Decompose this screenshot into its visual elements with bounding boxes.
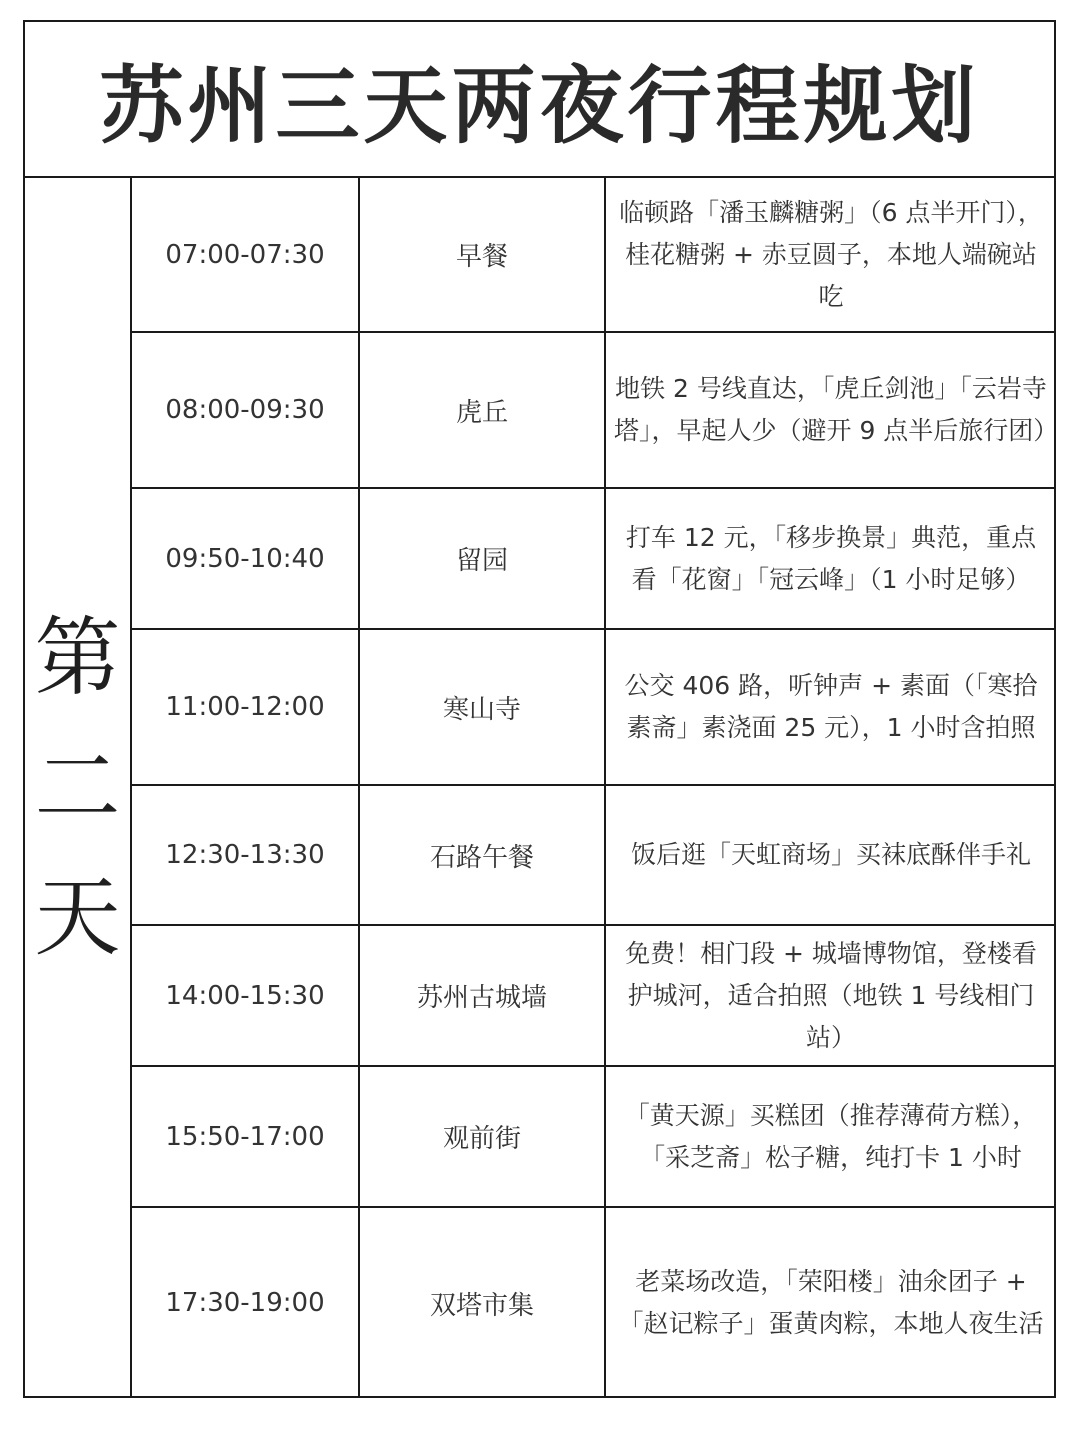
table-row	[132, 630, 1056, 786]
table-row	[132, 1208, 1056, 1398]
time-cell: 08:00-09:30	[132, 333, 360, 487]
page-title: 苏州三天两夜行程规划	[99, 56, 980, 155]
table-row	[132, 786, 1056, 926]
time-cell: 09:50-10:40	[132, 489, 360, 628]
note-cell: 打车 12 元，「移步换景」典范，重点看「花窗」「冠云峰」（1 小时足够）	[625, 522, 1037, 594]
place-cell: 石路午餐	[360, 786, 606, 924]
table-row	[132, 178, 1056, 333]
day-label-char: 二	[34, 738, 121, 838]
place-cell: 留园	[360, 489, 606, 628]
schedule-rows	[132, 178, 1059, 1398]
note-cell: 免费！相门段 + 城墙博物馆，登楼看护城河，适合拍照（地铁 1 号线相门站）	[625, 938, 1037, 1052]
time-cell: 15:50-17:00	[132, 1067, 360, 1206]
title-bar	[25, 22, 1054, 178]
note-cell: 临顿路「潘玉麟糖粥」（6 点半开门），桂花糖粥 + 赤豆圆子，本地人端碗站吃	[619, 197, 1043, 311]
day-label-char: 第	[34, 608, 121, 708]
time-cell: 11:00-12:00	[132, 630, 360, 784]
place-cell: 虎丘	[360, 333, 606, 487]
time-cell: 07:00-07:30	[132, 178, 360, 331]
table-row	[132, 926, 1056, 1067]
day-label-column	[25, 178, 132, 1398]
note-cell: 地铁 2 号线直达，「虎丘剑池」「云岩寺塔」，早起人少（避开 9 点半后旅行团）	[614, 374, 1059, 445]
note-cell: 饭后逛「天虹商场」买袜底酥伴手礼	[630, 840, 1031, 869]
table-row	[132, 1067, 1056, 1208]
place-cell: 寒山寺	[360, 630, 606, 784]
note-cell: 老菜场改造，「荣阳楼」油氽团子 +「赵记粽子」蛋黄肉粽，本地人夜生活	[618, 1267, 1044, 1338]
time-cell: 12:30-13:30	[132, 786, 360, 924]
place-cell: 观前街	[360, 1067, 606, 1206]
day-label-char: 天	[34, 868, 121, 968]
table-row	[132, 489, 1056, 630]
note-cell: 公交 406 路，听钟声 + 素面（「寒拾素斋」素浇面 25 元），1 小时含拍照	[624, 671, 1038, 742]
time-cell: 14:00-15:30	[132, 926, 360, 1065]
place-cell: 早餐	[360, 178, 606, 331]
itinerary-table	[23, 20, 1059, 1398]
place-cell: 双塔市集	[360, 1208, 606, 1398]
place-cell: 苏州古城墙	[360, 926, 606, 1065]
time-cell: 17:30-19:00	[132, 1208, 360, 1398]
table-row	[132, 333, 1059, 489]
note-cell: 「黄天源」买糕团（推荐薄荷方糕），「采芝斋」松子糖，纯打卡 1 小时	[624, 1100, 1038, 1172]
